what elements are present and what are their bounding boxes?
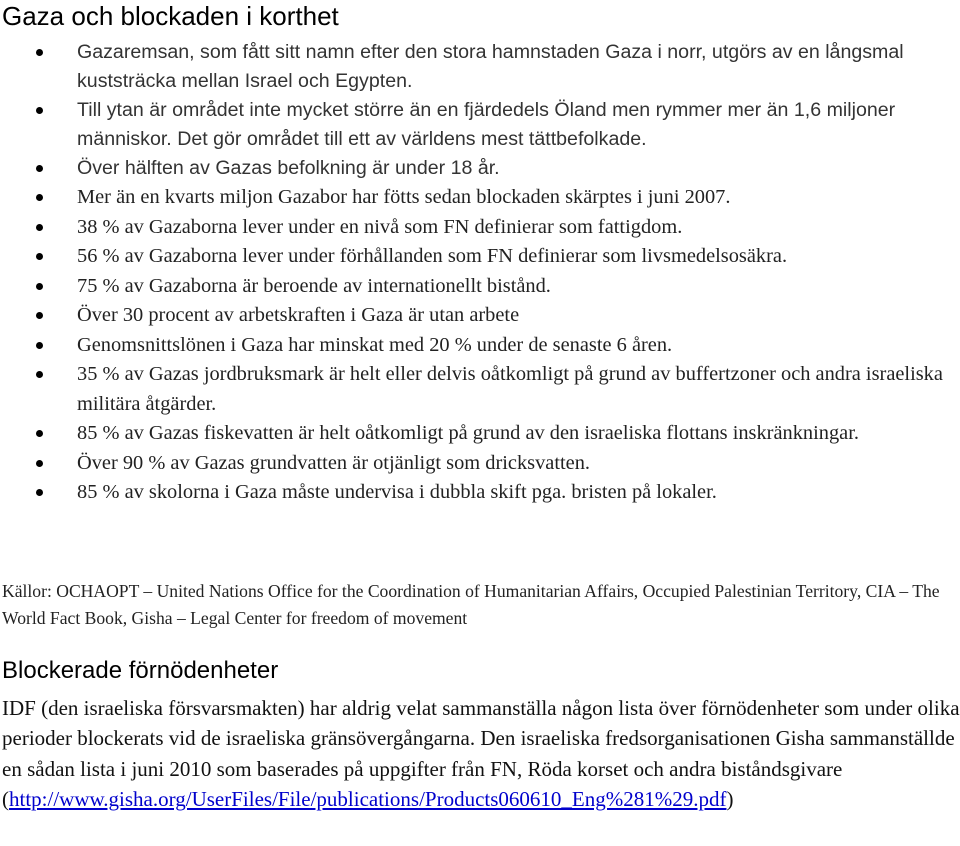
list-item-text: Över 90 % av Gazas grundvatten är otjänligt som dricksvatten. [77, 451, 591, 474]
list-item-text: Genomsnittslönen i Gaza har minskat med 20 % under de senaste 6 åren. [77, 333, 673, 356]
list-item [0, 419, 960, 449]
bullet-icon [36, 49, 43, 56]
section-title-blocked-goods: Blockerade förnödenheter [2, 657, 279, 684]
list-item-text: 35 % av Gazas jordbruksmark är helt eller delvis oåtkomligt på grund av buffertzoner och andra israeliska militära åtgärder. [77, 363, 943, 415]
bullet-icon [36, 283, 43, 290]
paren-close: ) [726, 787, 734, 812]
list-item [0, 478, 960, 508]
list-item [0, 213, 960, 243]
body-paragraph [2, 693, 960, 815]
list-item [0, 96, 960, 154]
list-item-text: 56 % av Gazaborna lever under förhållanden som FN definierar som livsmedelsosäkra. [77, 245, 788, 267]
bullet-icon [36, 371, 43, 378]
sources-note: Källor: OCHAOPT – United Nations Office for the Coordination of Humanitarian Affairs, Occupied Palestinian Territory, CIA – The World Fact Book, Gisha – Legal Center for freedom of movement [2, 581, 940, 628]
bullet-icon [36, 194, 43, 201]
fact-list [0, 38, 960, 508]
list-item [0, 449, 960, 479]
bullet-icon [36, 460, 43, 467]
list-item-text: Mer än en kvarts miljon Gazabor har fötts sedan blockaden skärptes i juni 2007. [77, 186, 731, 208]
bullet-icon [36, 253, 43, 260]
bullet-icon [36, 342, 43, 349]
bullet-icon [36, 107, 43, 114]
bullet-icon [36, 312, 43, 319]
bullet-icon [36, 224, 43, 231]
section-title-gaza: Gaza och blockaden i korthet [2, 1, 339, 31]
list-item [0, 154, 960, 183]
bullet-icon [36, 430, 43, 437]
list-item [0, 242, 960, 272]
list-item [0, 360, 960, 419]
list-item [0, 301, 960, 331]
list-item [0, 331, 960, 361]
list-item-text: 85 % av skolorna i Gaza måste undervisa i dubbla skift pga. bristen på lokaler. [77, 481, 717, 503]
list-item-text: 75 % av Gazaborna är beroende av internationellt bistånd. [77, 274, 551, 297]
list-item-text: Gazaremsan, som fått sitt namn efter den stora hamnstaden Gaza i norr, utgörs av en långsmal kuststräcka mellan Israel och Egypten. [77, 41, 904, 92]
list-item [0, 183, 960, 213]
list-item-text: 38 % av Gazaborna lever under en nivå som FN definierar som fattigdom. [77, 215, 683, 238]
gisha-link[interactable]: http://www.gisha.org/UserFiles/File/publications/Products060610_Eng%281%29.pdf [9, 787, 727, 812]
list-item-text: Över hälften av Gazas befolkning är under 18 år. [77, 157, 500, 179]
list-item [0, 38, 960, 96]
bullet-icon [36, 165, 43, 172]
list-item [0, 272, 960, 302]
list-item-text: Till ytan är området inte mycket större än en fjärdedels Öland men rymmer mer än 1,6 miljoner människor. Det gör området till ett av världens mest tättbefolkade. [77, 99, 896, 150]
body-paragraph-text: IDF (den israeliska försvarsmakten) har aldrig velat sammanställa någon lista över förnödenheter som under olika perioder blockerats vid de israeliska gränsövergångarna. Den israeliska fredsorganisationen Gisha sammanställde en sådan lista i juni 2010 som baserades på uppgifter från FN, Röda korset och andra biståndsgivare [2, 696, 960, 781]
bullet-icon [36, 489, 43, 496]
paren-open: ( [2, 787, 9, 812]
list-item-text: Över 30 procent av arbetskraften i Gaza är utan arbete [77, 304, 520, 326]
list-item-text: 85 % av Gazas fiskevatten är helt oåtkomligt på grund av den israeliska flottans inskränkningar. [77, 422, 859, 444]
